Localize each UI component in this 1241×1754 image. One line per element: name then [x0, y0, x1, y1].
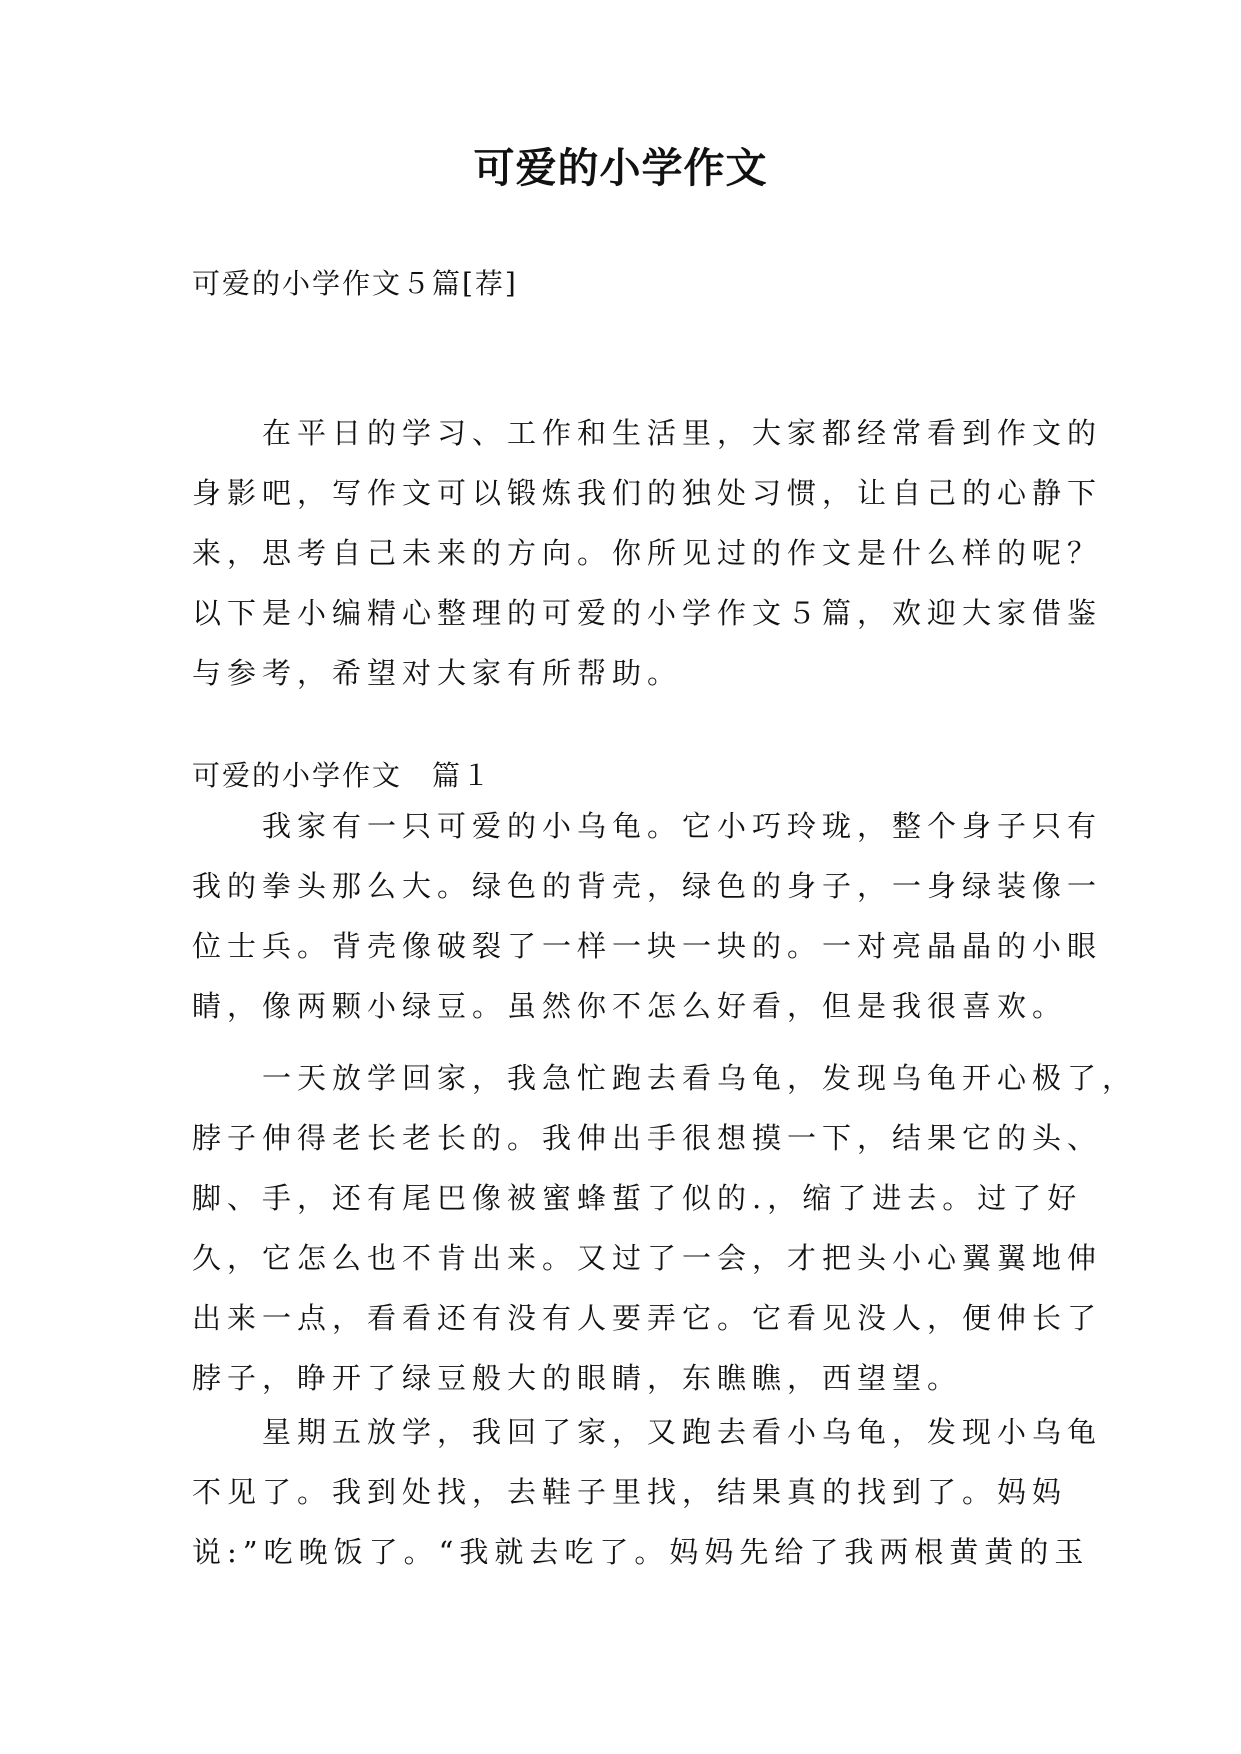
document-subtitle: 可爱的小学作文５篇[荐] — [192, 267, 518, 300]
paragraph-line: 星期五放学，我回了家，又跑去看小乌龟，发现小乌龟 — [192, 1415, 1103, 1449]
paragraph-line: 说:”吃晚饭了。“我就去吃了。妈妈先给了我两根黄黄的玉 — [192, 1535, 1090, 1569]
essay-paragraph-2 — [192, 1048, 1138, 1408]
section-heading: 可爱的小学作文 篇１ — [192, 759, 493, 792]
paragraph-line: 不见了。我到处找，去鞋子里找，结果真的找到了。妈妈 — [192, 1475, 1068, 1509]
paragraph-line: 在平日的学习、工作和生活里，大家都经常看到作文的 — [192, 416, 1103, 450]
document-title: 可爱的小学作文 — [473, 144, 768, 192]
paragraph-line: 脚、手，还有尾巴像被蜜蜂蜇了似的.，缩了进去。过了好 — [192, 1181, 1083, 1215]
paragraph-line: 一天放学回家，我急忙跑去看乌龟，发现乌龟开心极了， — [192, 1061, 1138, 1095]
paragraph-line: 我的拳头那么大。绿色的背壳，绿色的身子，一身绿装像一 — [192, 869, 1103, 903]
essay-paragraph-3 — [192, 1402, 1103, 1582]
paragraph-line: 出来一点，看看还有没有人要弄它。它看见没人，便伸长了 — [192, 1301, 1103, 1335]
paragraph-line: 脖子伸得老长老长的。我伸出手很想摸一下，结果它的头、 — [192, 1121, 1103, 1155]
paragraph-line: 位士兵。背壳像破裂了一样一块一块的。一对亮晶晶的小眼 — [192, 929, 1103, 963]
intro-paragraph — [192, 403, 1103, 703]
paragraph-line: 来，思考自己未来的方向。你所见过的作文是什么样的呢？ — [192, 536, 1103, 570]
paragraph-line: 脖子，睁开了绿豆般大的眼睛，东瞧瞧，西望望。 — [192, 1361, 963, 1395]
paragraph-line: 以下是小编精心整理的可爱的小学作文５篇，欢迎大家借鉴 — [192, 596, 1103, 630]
paragraph-line: 我家有一只可爱的小乌龟。它小巧玲珑，整个身子只有 — [192, 809, 1103, 843]
paragraph-line: 与参考，希望对大家有所帮助。 — [192, 656, 683, 690]
essay-paragraph-1 — [192, 796, 1103, 1036]
paragraph-line: 久，它怎么也不肯出来。又过了一会，才把头小心翼翼地伸 — [192, 1241, 1103, 1275]
paragraph-line: 睛，像两颗小绿豆。虽然你不怎么好看，但是我很喜欢。 — [192, 989, 1068, 1023]
paragraph-line: 身影吧，写作文可以锻炼我们的独处习惯，让自己的心静下 — [192, 476, 1103, 510]
